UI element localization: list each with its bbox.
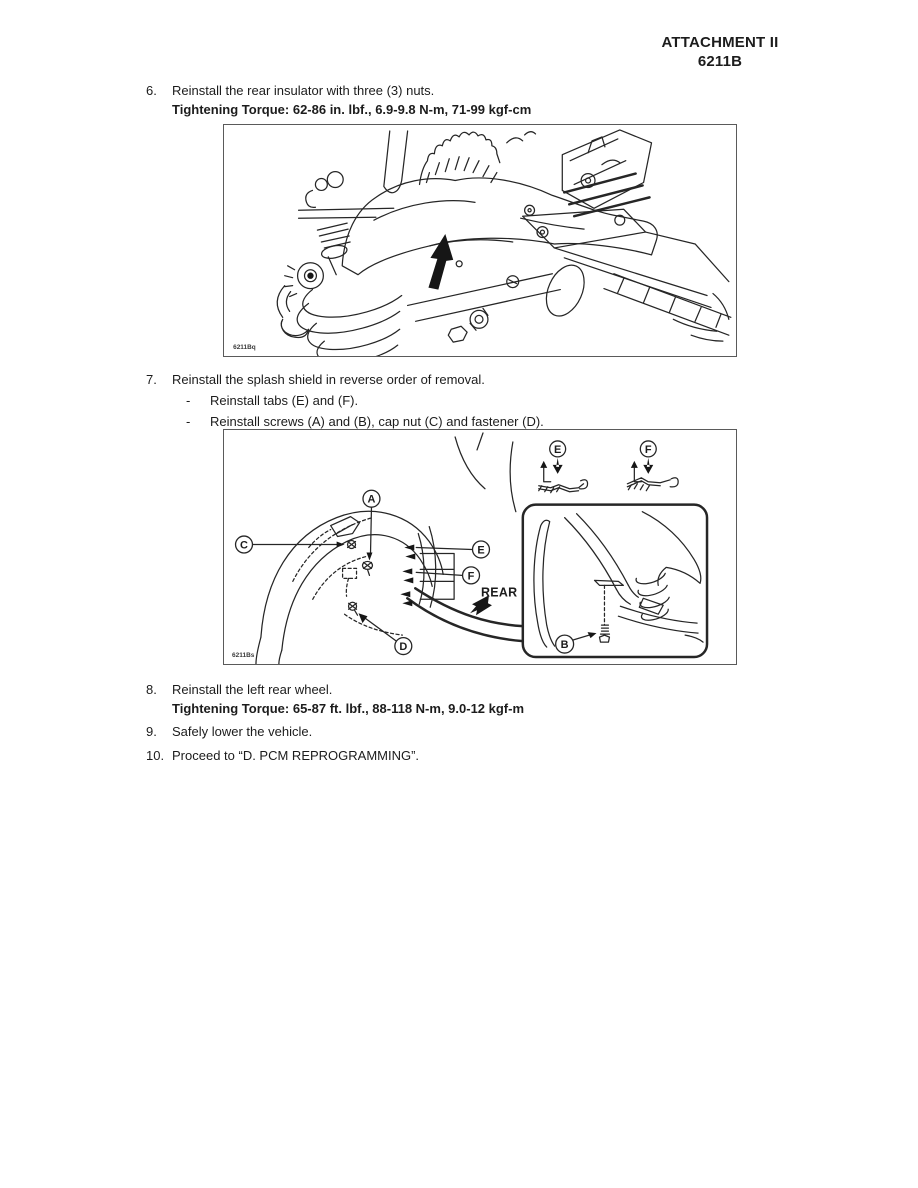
bullet-dash: -	[186, 414, 191, 429]
step-7-bullet-1	[172, 391, 796, 410]
step-9	[146, 722, 796, 741]
figure1-line-art	[224, 125, 736, 356]
torque-spec: Tightening Torque: 62-86 in. lbf., 6.9-9.8 N-m, 71-99 kgf-cm	[172, 102, 532, 117]
callout-d: D	[399, 641, 408, 654]
bullet-dash: -	[186, 393, 191, 408]
step-text: Safely lower the vehicle.	[172, 724, 313, 739]
callout-a: A	[367, 493, 376, 506]
step-text: Reinstall the rear insulator with three (3) nuts.	[172, 83, 435, 98]
rear-label: REAR	[480, 585, 518, 600]
torque-spec: Tightening Torque: 65-87 ft. lbf., 88-118 N-m, 9.0-12 kgf-m	[172, 701, 525, 716]
step-number: 6.	[146, 83, 157, 98]
step-8	[146, 680, 796, 718]
callout-c: C	[240, 539, 248, 552]
step-number: 9.	[146, 724, 157, 739]
figure-splash-shield	[223, 429, 737, 665]
attachment-code: 6211B	[697, 53, 743, 70]
step-10	[146, 746, 796, 765]
callout-f: F	[467, 570, 475, 583]
step-number: 8.	[146, 682, 157, 697]
step-6	[146, 81, 796, 119]
figure2-line-art	[224, 430, 736, 664]
figure1-id-label: 6211Bq	[233, 344, 256, 352]
step-number: 10.	[146, 748, 165, 763]
step-number: 7.	[146, 372, 157, 387]
step-text: Reinstall the splash shield in reverse order of removal.	[172, 372, 485, 387]
callout-e-detail: E	[554, 443, 562, 456]
page-header	[620, 33, 820, 71]
callout-f-detail: F	[644, 443, 652, 456]
step-text: Reinstall the left rear wheel.	[172, 682, 333, 697]
attachment-title: ATTACHMENT II	[661, 34, 779, 51]
bullet-text: Reinstall screws (A) and (B), cap nut (C) and fastener (D).	[210, 414, 544, 429]
step-text: Proceed to “D. PCM REPROGRAMMING”.	[172, 748, 420, 763]
figure-rear-insulator	[223, 124, 737, 357]
callout-e: E	[477, 544, 485, 557]
step-7	[146, 370, 796, 431]
bullet-text: Reinstall tabs (E) and (F).	[210, 393, 359, 408]
callout-b: B	[560, 639, 569, 652]
figure2-id-label: 6211Bs	[232, 652, 255, 660]
